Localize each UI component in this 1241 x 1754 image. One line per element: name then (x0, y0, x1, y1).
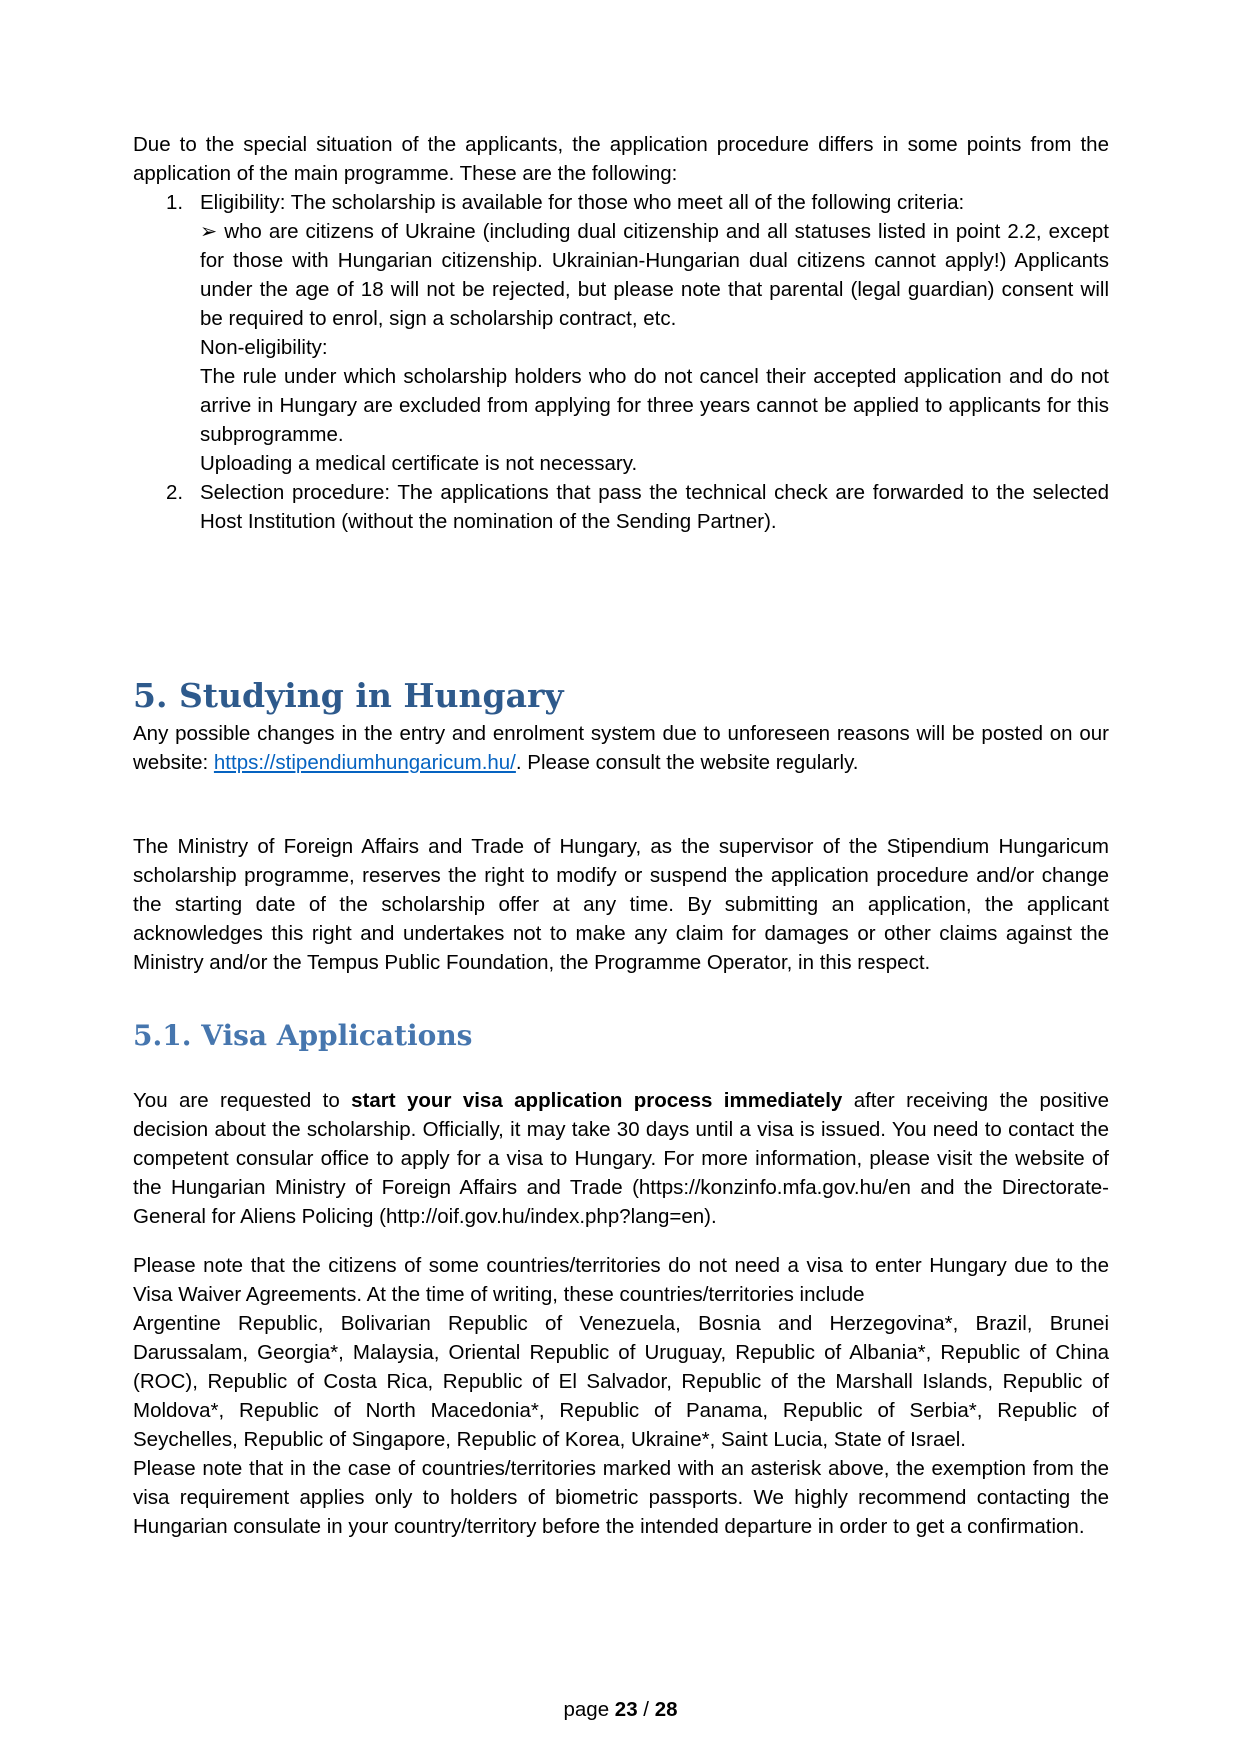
stipendium-website-link[interactable]: https://stipendiumhungaricum.hu/ (213, 751, 516, 774)
website-paragraph-after-link: . Please consult the website regularly. (515, 751, 859, 774)
citizenship-bullet-paragraph (200, 217, 1109, 333)
list-item-eligibility (166, 188, 1109, 478)
visa-process-paragraph (133, 1086, 1109, 1231)
non-eligibility-text: The rule under which scholarship holders who do not cancel their accepted application and do not arrive in Hungary are excluded from applying for three years cannot be applied to applicants for this subprogramme. (200, 365, 1109, 446)
section-heading-studying-in-hungary: 5. Studying in Hungary (133, 676, 564, 715)
list-number: 1. (166, 191, 184, 214)
numbered-list (166, 188, 1109, 536)
section-heading-visa-applications: 5.1. Visa Applications (133, 1019, 473, 1052)
footer-total-page-number: 28 (654, 1698, 678, 1721)
list-item-body (200, 478, 1109, 536)
non-eligibility-label: Non-eligibility: (200, 336, 328, 359)
visa-paragraph-after-bold: after receiving the positive decision about the scholarship. Officially, it may take 30 days until a visa is issued. You need to contact the competent consular office to apply for a visa to Hungary. For more information, please visit the website of the Hungarian Ministry of Foreign Affairs and Trade (https://konzinfo.mfa.gov.hu/en and the Directorate-General for Aliens Policing (http://oif.gov.hu/index.php?lang=en). (133, 1089, 1110, 1228)
visa-paragraph-before-bold: You are requested to (133, 1089, 352, 1112)
selection-procedure-text: Selection procedure: The applications that pass the technical check are forwarded to the selected Host Institution (without the nomination of the Sending Partner). (200, 481, 1109, 533)
citizenship-bullet-text: who are citizens of Ukraine (including dual citizenship and all statuses listed in point 2.2, except for those with Hungarian citizenship. Ukrainian-Hungarian dual citizens cannot apply!) Applicants under the age of 18 will not be rejected, but please note that parental (legal guardian) consent will be required to enrol, sign a scholarship contract, etc. (200, 220, 1109, 330)
website-paragraph-before-link: Any possible changes in the entry and enrolment system due to unforeseen reasons will be posted on our website: (133, 722, 1109, 774)
document-page (133, 0, 1109, 1541)
arrow-bullet-icon: ➢ (200, 220, 218, 243)
visa-waiver-countries-list: Argentine Republic, Bolivarian Republic of Venezuela, Bosnia and Herzegovina*, Brazil, Brunei Darussalam, Georgia*, Malaysia, Oriental Republic of Uruguay, Republic of Albania*, Republic of China (ROC), Republic of Costa Rica, Republic of El Salvador, Republic of the Marshall Islands, Republic of Moldova*, Republic of North Macedonia*, Republic of Panama, Republic of Serbia*, Republic of Seychelles, Republic of Singapore, Republic of Korea, Ukraine*, Saint Lucia, State of Israel. (133, 1312, 1109, 1451)
list-item-body (200, 188, 1109, 478)
ministry-disclaimer-paragraph: The Ministry of Foreign Affairs and Trade of Hungary, as the supervisor of the Stipendium Hungaricum scholarship programme, reserves the right to modify or suspend the application procedure and/or change the starting date of the scholarship offer at any time. By submitting an application, the applicant acknowledges this right and undertakes not to make any claim for damages or other claims against the Ministry and/or the Tempus Public Foundation, the Programme Operator, in this respect. (133, 835, 1109, 974)
intro-paragraph: Due to the special situation of the applicants, the application procedure differs in some points from the application of the main programme. These are the following: (133, 133, 1109, 185)
footer-current-page-number: 23 (614, 1698, 638, 1721)
medical-certificate-note: Uploading a medical certificate is not necessary. (200, 452, 638, 475)
list-number: 2. (166, 481, 184, 504)
footer-page-label: page (563, 1698, 615, 1721)
asterisk-exemption-paragraph: Please note that in the case of countries/territories marked with an asterisk above, the exemption from the visa requirement applies only to holders of biometric passports. We highly recommend contacting the Hungarian consulate in your country/territory before the intended departure in order to get a confirmation. (133, 1457, 1109, 1538)
visa-waiver-paragraph: Please note that the citizens of some countries/territories do not need a visa to enter Hungary due to the Visa Waiver Agreements. At the time of writing, these countries/territories include (133, 1254, 1109, 1306)
website-paragraph (133, 719, 1109, 777)
footer-separator: / (637, 1698, 655, 1721)
list-item-selection-procedure (166, 478, 1109, 536)
eligibility-lead: Eligibility: The scholarship is available for those who meet all of the following criteria: (200, 191, 965, 214)
page-footer (0, 1695, 1241, 1724)
visa-paragraph-bold-phrase: start your visa application process immediately (351, 1089, 843, 1112)
